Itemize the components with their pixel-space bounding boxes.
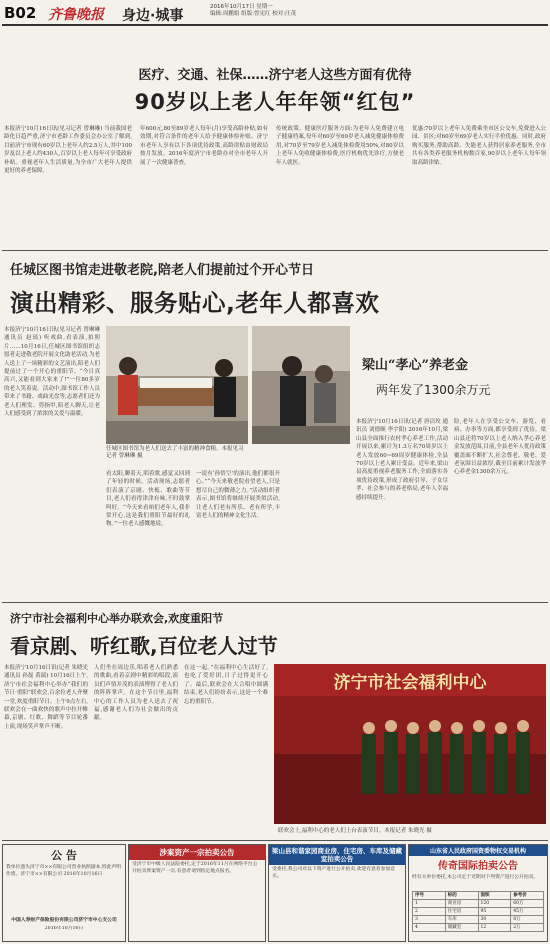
issue-editors: 编辑:周鹏娟 组版:曾宪红 校对:汪茂 — [210, 11, 297, 17]
auction-text: 受济宁市中级人民法院委托,定于2016年11月在网络平台公开拍卖涉案资产一宗,有意者请到指定地点报名。 — [132, 862, 258, 874]
svg-text:济宁市社会福利中心: 济宁市社会福利中心 — [333, 673, 487, 693]
table-cell: 储藏室 — [446, 924, 479, 931]
header-rule — [2, 24, 548, 26]
auction-table — [412, 891, 544, 932]
sidebar-col2: 险,老年人在享受公交车、游览、看病、办事等方面,都享受到了优待。梁山县还将70岁以上老人纳入孝心养老金发放范围,目前,全县老年人优待政策覆盖面不断扩大,社会尊老、敬老、爱老氛围日益浓厚,截至目前累计发放孝心养老金1300余万元。 — [454, 419, 546, 476]
story3-photo — [274, 664, 546, 824]
story3-col3: 在这一起。”在福利中心生活好了,也吃了爱好团,日子过得更开心了。最后,联欢会在大合唱中圆满结束,老人们纷纷表示,这是一个难忘的重阳节。 — [184, 665, 268, 705]
table-row — [413, 908, 544, 916]
table-cell: 95 — [479, 908, 512, 915]
table-row — [413, 892, 544, 900]
auction-ad — [128, 844, 266, 942]
court-title: 山东省人民政府国资委物权交易机构 — [409, 845, 547, 856]
notice-org: 中国人寿财产保险股份有限公司济宁市中心支公司 — [11, 917, 117, 923]
page-number: B02 — [4, 4, 37, 22]
court-text: 经有关单位委托,本公司定于近期对下列资产进行公开拍卖。 — [412, 875, 539, 880]
liangshan-auction-ad — [268, 844, 406, 942]
court-subtitle: 传奇国际拍卖公告 — [438, 861, 518, 872]
table-row — [413, 916, 544, 924]
table-cell: 1 — [413, 900, 446, 907]
liangshan-text: 受委托,我公司对以下资产进行公开拍卖,欢迎有意者参加竞买。 — [272, 867, 395, 879]
table-row — [413, 924, 544, 932]
story2-col1: 本报济宁10月16日讯(见习记者 曾琳琳 通讯员 赵瑶) 听戏曲,看表演,拍照片……10月16日,任城区图书馆组织志愿者走进敬老院开展文化助老活动,为老人送上了一场精彩的文艺演出,陪老人们提前过了一个开心的重阳节。“今日真高兴,又能看到大家来了!”一位80多岁的老人笑着说。活动中,图书馆工作人员带来了书籍、戏曲光盘等,志愿者们还为老人们理发、剪指甲,陪老人聊天,让老人们感受到了浓浓的关爱与温暖。 — [4, 327, 100, 418]
table-cell: 12 — [479, 924, 512, 931]
library-volunteers-photo — [106, 326, 248, 444]
table-cell: 车库 — [446, 916, 479, 923]
story1-col1: 本报济宁10月16日讯(见习记者 曾琳琳) 当前我国老龄化日趋严重,济宁市老龄工作委员会办公室了解到,目前济宁市现有60岁以上老年人约2.5万人,其中100岁及以上老人约430人,百岁以上老人每年可享受政府补贴。重视老年人生活质量,为全市广大老年人提供更好的养老保障。 — [4, 126, 132, 175]
story2-photo — [106, 326, 248, 444]
story3-photo-caption: 联欢会上,福利中心的老人们上台表演节目。本报记者 朱晓光 摄 — [278, 828, 432, 834]
story2-photo-caption: 任城区图书馆为老人们送去了丰富的精神食粮。本报见习记者 曾琳琳 摄 — [106, 446, 244, 459]
elderly-reading-photo — [252, 326, 350, 444]
story1-col4: 优惠:70岁以上老年人免费乘坐市区公交车,免费进入公园、景区;对60岁至69岁老人实行半价优惠。同时,政府购买服务,帮助高龄、失能老人获得居家养老服务,全市共有各类养老服务机构数百家,90岁以上老年人每年领取高龄津贴。 — [412, 126, 546, 166]
story2-col3: 一说有‘孙悟空’的演出,他们都很开心。”“今天来敬老院看望老人,只是想尽自己的微薄之力。”活动组织者表示,图书馆将继续开展类似活动,让老人们老有所乐、老有所学,丰富老人们的精神文化生活。 — [196, 471, 280, 520]
sidebar-subheadline: 两年发了1300余万元 — [376, 383, 491, 397]
table-cell: 60万 — [511, 900, 544, 907]
notice-text: 我单位遗失济宁市××有限公司营业执照副本,特此声明作废。济宁市××有限公司 2016年10月16日 — [6, 865, 122, 877]
story3-headline: 看京剧、听红歌,百位老人过节 — [10, 634, 278, 658]
story1-col2: 年600元,80至89岁老人每年(月)享受高龄补贴,如有效期,对符合条件的老年人给予健康体检补贴。济宁市老年人享有以下各项优待政策,高龄津贴由财政局按月发放。2016年度济宁市老龄办对全市老年人开展了一次健康普查。 — [140, 126, 268, 166]
divider-1 — [2, 250, 548, 251]
story1-col3: 传统政策。健康医疗服务方面:为老年人免费建立电子健康档案,每年对60岁至69岁老人减免健康体检费用,对70岁至79岁老人减免体检费用50%,对80岁以上老年人免收健康体检费,医疗机构优先诊疗,方便老年人就医。 — [276, 126, 404, 166]
story2-kicker: 任城区图书馆走进敬老院,陪老人们提前过个开心节日 — [10, 263, 314, 278]
story3-col2: 人们坐在周边乐,唱着老人们熟悉的歌曲,看着京剧中精彩的唱段,演员们声情并茂的表演博得了老人们的阵阵掌声。在这个节日里,福利中心的工作人员为老人送去了祝福,感谢老人们为社会做出的贡献。 — [94, 665, 178, 722]
story3-col1: 本报济宁10月16日讯(记者 朱晓光 通讯员 孙磊 黄瑞) 10月16日上午,济宁市社会福利中心举办“我们的节日·重阳”联欢会,百余位老人齐聚一堂,欢度重阳节日。上午9点左右,联欢会在一曲欢快的歌声中拉开帷幕,京剧、红歌、舞蹈等节目轮番上演,现场笑声掌声不断。 — [4, 665, 88, 730]
story1-kicker: 医疗、交通、社保……济宁老人这些方面有优待 — [138, 68, 412, 83]
story2-photo-2 — [252, 326, 350, 444]
sidebar-headline: 梁山“孝心”养老金 — [362, 358, 468, 373]
auction-title: 涉案资产一宗拍卖公告 — [129, 845, 265, 860]
masthead: 齐鲁晚报 — [48, 7, 104, 23]
issue-meta — [210, 4, 410, 18]
story1-headline: 90岁以上老人年年领“红包” — [134, 90, 416, 114]
table-cell: 3 — [413, 916, 446, 923]
table-row — [413, 900, 544, 908]
liangshan-title: 梁山县和谐家园商业房、住宅房、车库及储藏室拍卖公告 — [269, 845, 405, 865]
notice-date: 2016年10月16日 — [44, 925, 84, 931]
table-cell: 序号 — [413, 892, 446, 899]
story3-kicker: 济宁市社会福利中心举办联欢会,欢度重阳节 — [10, 612, 224, 625]
notice-ad — [2, 844, 126, 942]
table-cell: 2 — [413, 908, 446, 915]
table-cell: 商业房 — [446, 900, 479, 907]
table-cell: 45万 — [511, 908, 544, 915]
table-cell: 参考价 — [511, 892, 544, 899]
divider-3 — [2, 840, 548, 841]
table-cell: 30 — [479, 916, 512, 923]
sidebar-col1: 本报济宁10月16日讯(记者 唐洁玫 通讯员 刘德顺 李宇阳) 2016年10月,梁山县全面推行农村孝心养老工作,活动开展以来,累计为1.3万名70周岁以上老人发放60~69周岁健康体检,全县70岁以上老人累计受益。近年来,梁山县高度重视养老服务工作,全面落实各项优待政策,形成了政府引导、子女尽孝、社会参与的养老格局,老年人幸福感持续提升。 — [356, 419, 448, 501]
table-cell: 8万 — [511, 916, 544, 923]
welfare-center-performance-photo — [274, 664, 546, 824]
story2-headline: 演出精彩、服务贴心,老年人都喜欢 — [10, 289, 380, 317]
court-auction-ad — [408, 844, 548, 942]
notice-title: 公 告 — [51, 849, 77, 862]
story2-col2: 看太阳,聊着天,唱着歌,感觉又回到了年轻的时候。活动现场,志愿者们表演了京剧、快板、歌曲等节目,老人们看得津津有味,不时鼓掌叫好。“今天来看咱们老年人,我非常开心,这是我们重阳节最好的礼物。”一位老人感慨地说。 — [106, 471, 190, 528]
table-cell: 4 — [413, 924, 446, 931]
table-cell: 2万 — [511, 924, 544, 931]
table-cell: 120 — [479, 900, 512, 907]
table-cell: 面积 — [479, 892, 512, 899]
table-cell: 标的 — [446, 892, 479, 899]
issue-date: 2016年10月17日 星期一 — [210, 4, 273, 10]
divider-2 — [2, 602, 548, 603]
section-title: 身边·城事 — [122, 8, 184, 24]
table-cell: 住宅房 — [446, 908, 479, 915]
